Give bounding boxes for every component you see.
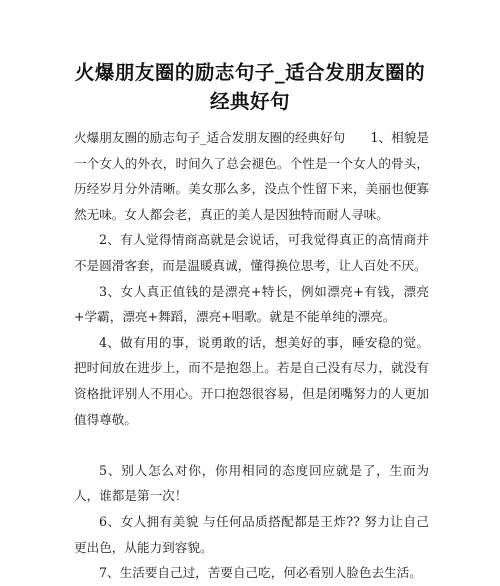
document-title: 火爆朋友圈的励志句子_适合发朋友圈的经典好句 (74, 61, 426, 113)
paragraph-spacer (74, 432, 429, 458)
paragraph-3: 3、女人真正值钱的是漂亮+特长，例如漂亮+有钱，漂亮+学霸，漂亮+舞蹈，漂亮+唱歌。就是不能单纯的漂亮。 (74, 283, 429, 325)
paragraph-4: 4、做有用的事，说勇敢的话，想美好的事，睡安稳的觉。把时间放在进步上，而不是抱怨上。若是自己没有尽力，就没有资格批评别人不用心。开口抱怨很容易，但是闭嘴努力的人更加值得尊敬。 (74, 334, 429, 427)
paragraph-6: 6、女人拥有美貌 与任何品质搭配都是王炸?? 努力让自己更出色，从能力到容貌。 (74, 513, 429, 555)
document-body (74, 125, 429, 586)
paragraph-intro: 火爆朋友圈的励志句子_适合发朋友圈的经典好句 1、相貌是一个女人的外衣，时间久了总会褪色。个性是一个女人的骨头，历经岁月分外清晰。美女那么多，没点个性留下来，美丽也便寡然无味。女人都会老，真正的美人是因独特而耐人寻味。 (74, 130, 429, 222)
paragraph-2: 2、有人觉得情商高就是会说话，可我觉得真正的高情商并不是圆滑客套，而是温暖真诚，懂得换位思考，让人百处不厌。 (74, 232, 429, 273)
paragraph-7: 7、生活要自己过，苦要自己吃，何必看别人脸色去生活。 (99, 565, 422, 581)
paragraph-5: 5、别人怎么对你，你用相同的态度回应就是了，生而为人，谁都是第一次！ (74, 462, 429, 504)
